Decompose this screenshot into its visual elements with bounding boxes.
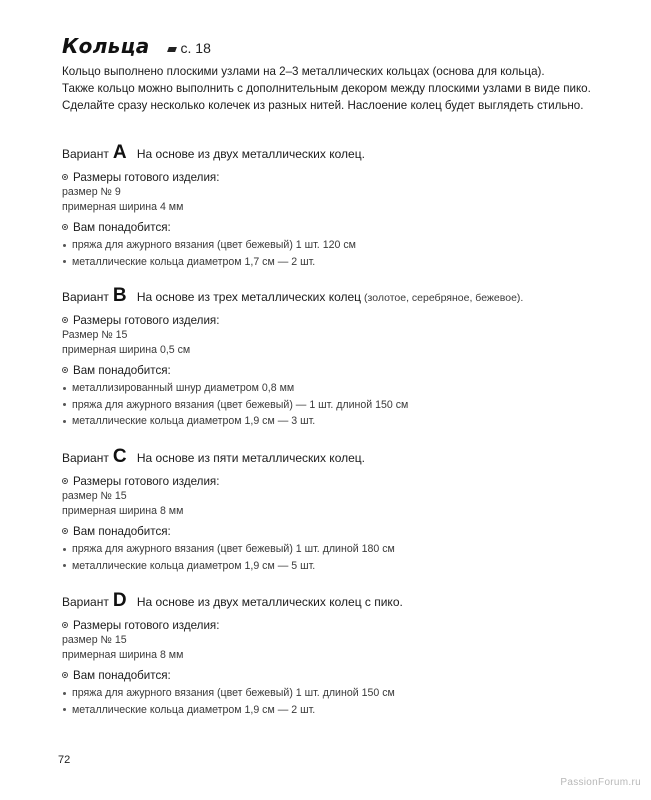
sizes-list — [62, 328, 622, 357]
variant-letter: D — [112, 590, 127, 611]
size-line: примерная ширина 4 мм — [62, 200, 184, 213]
bullet-dot-icon — [63, 244, 66, 247]
size-line: размер № 15 — [62, 634, 127, 646]
list-item — [62, 558, 622, 575]
intro-line: Сделайте сразу несколько колечек из разных нитей. Наслоение колец будет выглядеть стильно. — [62, 99, 584, 112]
bullet-dot-icon — [63, 420, 66, 423]
needs-label: Вам понадобится: — [73, 220, 171, 234]
list-item-text: металлизированный шнур диаметром 0,8 мм — [72, 382, 295, 394]
sizes-heading — [62, 169, 622, 185]
needs-label: Вам понадобится: — [73, 524, 171, 538]
size-line: Размер № 15 — [62, 329, 128, 341]
variant-a — [62, 142, 622, 270]
ring-bullet-icon — [62, 317, 68, 323]
list-item — [62, 254, 622, 271]
bullet-dot-icon — [63, 708, 66, 711]
ring-bullet-icon — [62, 174, 68, 180]
variant-c — [62, 446, 622, 574]
bullet-dot-icon — [63, 260, 66, 263]
ring-bullet-icon — [62, 622, 68, 628]
sizes-heading — [62, 473, 622, 489]
variant-word: Вариант — [62, 290, 109, 304]
sizes-list — [62, 185, 622, 214]
size-line: размер № 15 — [62, 490, 127, 502]
sizes-label: Размеры готового изделия: — [73, 618, 220, 632]
size-line: примерная ширина 8 мм — [62, 504, 184, 517]
sizes-label: Размеры готового изделия: — [73, 313, 220, 327]
ring-bullet-icon — [62, 478, 68, 484]
sizes-label: Размеры готового изделия: — [73, 170, 220, 184]
list-item — [62, 702, 622, 719]
needs-list — [62, 237, 622, 270]
needs-heading — [62, 219, 622, 235]
needs-label: Вам понадобится: — [73, 668, 171, 682]
bullet-dot-icon — [63, 403, 66, 406]
variant-description: На основе из пяти металлических колец. — [136, 451, 365, 465]
variant-letter: C — [112, 446, 127, 467]
ring-bullet-icon — [62, 672, 68, 678]
ring-bullet-icon — [62, 224, 68, 230]
sizes-list — [62, 489, 622, 518]
list-item-text: металлические кольца диаметром 1,9 см — 5 шт. — [72, 559, 316, 572]
list-item — [62, 237, 622, 254]
list-item — [62, 397, 622, 414]
bullet-dot-icon — [63, 548, 66, 551]
sizes-list — [62, 633, 622, 662]
variant-letter: A — [112, 142, 127, 163]
page-title: Кольца — [62, 34, 150, 58]
list-item — [62, 413, 622, 430]
size-line: размер № 9 — [62, 186, 121, 198]
variant-description: На основе из двух металлических колец с пико. — [136, 595, 403, 609]
header — [62, 34, 622, 60]
list-item-text: металлические кольца диаметром 1,9 см — 3 шт. — [72, 415, 316, 427]
bullet-dot-icon — [63, 564, 66, 567]
variant-heading — [62, 446, 622, 468]
list-item — [62, 541, 622, 558]
variant-heading — [62, 285, 622, 307]
ring-bullet-icon — [62, 528, 68, 534]
sizes-heading — [62, 312, 622, 328]
needs-heading — [62, 667, 622, 683]
variant-description: На основе из трех металлических колец — [136, 290, 362, 304]
variant-word: Вариант — [62, 451, 109, 465]
sizes-label: Размеры готового изделия: — [73, 474, 220, 488]
variant-heading — [62, 142, 622, 164]
watermark: PassionForum.ru — [560, 777, 641, 788]
arrow-marker-icon — [167, 47, 177, 52]
bullet-dot-icon — [63, 387, 66, 390]
list-item-text: пряжа для ажурного вязания (цвет бежевый) — 1 шт. длиной 150 см — [72, 398, 409, 411]
variant-d — [62, 590, 622, 718]
page-content — [62, 34, 622, 716]
list-item — [62, 380, 622, 397]
variant-letter: B — [112, 285, 127, 306]
variant-word: Вариант — [62, 595, 109, 609]
needs-heading — [62, 523, 622, 539]
list-item-text: металлические кольца диаметром 1,9 см — 2 шт. — [72, 703, 316, 716]
sizes-heading — [62, 617, 622, 633]
variant-word: Вариант — [62, 147, 109, 161]
size-line: примерная ширина 8 мм — [62, 648, 184, 661]
bullet-dot-icon — [63, 692, 66, 695]
intro-text — [62, 63, 622, 114]
list-item — [62, 685, 622, 702]
variant-heading — [62, 590, 622, 612]
list-item-text: пряжа для ажурного вязания (цвет бежевый) 1 шт. длиной 150 см — [72, 687, 395, 699]
variant-b — [62, 285, 622, 430]
list-item-text: пряжа для ажурного вязания (цвет бежевый) 1 шт. длиной 180 см — [72, 543, 395, 555]
list-item-text: металлические кольца диаметром 1,7 см — 2 шт. — [72, 255, 316, 268]
page-reference — [168, 40, 211, 56]
needs-list — [62, 685, 622, 718]
list-item-text: пряжа для ажурного вязания (цвет бежевый) 1 шт. 120 см — [72, 239, 356, 251]
size-line: примерная ширина 0,5 см — [62, 343, 191, 356]
variant-description-note: (золотое, серебряное, бежевое). — [364, 292, 524, 304]
intro-line: Кольцо выполнено плоскими узлами на 2–3 металлических кольцах (основа для кольца). — [62, 65, 545, 78]
page-reference-text: с. 18 — [180, 40, 211, 56]
needs-list — [62, 541, 622, 574]
page-number: 72 — [58, 754, 71, 766]
intro-line: Также кольцо можно выполнить с дополнительным декором между плоскими узлами в виде пико. — [62, 82, 591, 95]
variant-description: На основе из двух металлических колец. — [136, 147, 365, 161]
needs-list — [62, 380, 622, 430]
ring-bullet-icon — [62, 367, 68, 373]
needs-heading — [62, 362, 622, 378]
needs-label: Вам понадобится: — [73, 363, 171, 377]
